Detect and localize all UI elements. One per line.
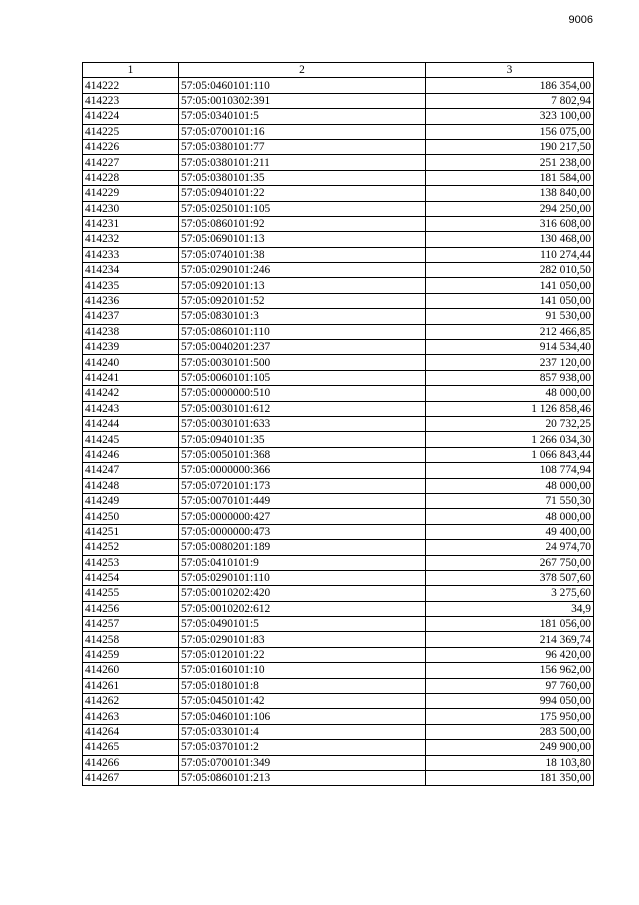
row-number-cell: 414239 <box>83 340 179 355</box>
value-cell: 316 608,00 <box>426 216 594 231</box>
table-row <box>83 247 594 262</box>
cadastral-number-cell: 57:05:0920101:13 <box>179 278 426 293</box>
row-number-cell: 414244 <box>83 416 179 431</box>
row-number-cell: 414260 <box>83 663 179 678</box>
table-row <box>83 155 594 170</box>
row-number-cell: 414233 <box>83 247 179 262</box>
row-number-cell: 414251 <box>83 524 179 539</box>
row-number-cell: 414246 <box>83 447 179 462</box>
table-row <box>83 740 594 755</box>
cadastral-number-cell: 57:05:0010202:420 <box>179 586 426 601</box>
table-row <box>83 555 594 570</box>
value-cell: 18 103,80 <box>426 755 594 770</box>
cadastral-number-cell: 57:05:0030101:612 <box>179 401 426 416</box>
cadastral-number-cell: 57:05:0940101:35 <box>179 432 426 447</box>
row-number-cell: 414234 <box>83 263 179 278</box>
value-cell: 186 354,00 <box>426 78 594 93</box>
row-number-cell: 414266 <box>83 755 179 770</box>
row-number-cell: 414222 <box>83 78 179 93</box>
value-cell: 181 584,00 <box>426 170 594 185</box>
row-number-cell: 414247 <box>83 463 179 478</box>
row-number-cell: 414250 <box>83 509 179 524</box>
table-row <box>83 109 594 124</box>
value-cell: 34,9 <box>426 601 594 616</box>
row-number-cell: 414263 <box>83 709 179 724</box>
cadastral-number-cell: 57:05:0000000:473 <box>179 524 426 539</box>
table-row <box>83 386 594 401</box>
value-cell: 7 802,94 <box>426 93 594 108</box>
cadastral-number-cell: 57:05:0040201:237 <box>179 340 426 355</box>
cadastral-number-cell: 57:05:0070101:449 <box>179 493 426 508</box>
value-cell: 96 420,00 <box>426 647 594 662</box>
cadastral-number-cell: 57:05:0380101:77 <box>179 139 426 154</box>
row-number-cell: 414238 <box>83 324 179 339</box>
table-row <box>83 124 594 139</box>
table-row <box>83 509 594 524</box>
table-row <box>83 432 594 447</box>
cadastral-number-cell: 57:05:0010302:391 <box>179 93 426 108</box>
table-row <box>83 232 594 247</box>
column-header-1: 1 <box>83 63 179 78</box>
value-cell: 49 400,00 <box>426 524 594 539</box>
table-row <box>83 586 594 601</box>
cadastral-number-cell: 57:05:0720101:173 <box>179 478 426 493</box>
value-cell: 181 056,00 <box>426 617 594 632</box>
row-number-cell: 414231 <box>83 216 179 231</box>
value-cell: 1 126 858,46 <box>426 401 594 416</box>
value-cell: 1 066 843,44 <box>426 447 594 462</box>
table-row <box>83 324 594 339</box>
table-row <box>83 724 594 739</box>
cadastral-number-cell: 57:05:0370101:2 <box>179 740 426 755</box>
row-number-cell: 414249 <box>83 493 179 508</box>
table-row <box>83 678 594 693</box>
value-cell: 48 000,00 <box>426 478 594 493</box>
cadastral-number-cell: 57:05:0700101:349 <box>179 755 426 770</box>
value-cell: 48 000,00 <box>426 386 594 401</box>
value-cell: 914 534,40 <box>426 340 594 355</box>
row-number-cell: 414227 <box>83 155 179 170</box>
row-number-cell: 414264 <box>83 724 179 739</box>
table-row <box>83 663 594 678</box>
table-row <box>83 170 594 185</box>
table-row <box>83 139 594 154</box>
value-cell: 141 050,00 <box>426 278 594 293</box>
value-cell: 20 732,25 <box>426 416 594 431</box>
value-cell: 108 774,94 <box>426 463 594 478</box>
table-row <box>83 632 594 647</box>
table-row <box>83 770 594 785</box>
cadastral-number-cell: 57:05:0490101:5 <box>179 617 426 632</box>
cadastral-number-cell: 57:05:0450101:42 <box>179 694 426 709</box>
value-cell: 141 050,00 <box>426 293 594 308</box>
cadastral-number-cell: 57:05:0740101:38 <box>179 247 426 262</box>
cadastral-number-cell: 57:05:0860101:213 <box>179 770 426 785</box>
value-cell: 3 275,60 <box>426 586 594 601</box>
value-cell: 251 238,00 <box>426 155 594 170</box>
cadastral-number-cell: 57:05:0290101:83 <box>179 632 426 647</box>
value-cell: 175 950,00 <box>426 709 594 724</box>
table-row <box>83 370 594 385</box>
table-row <box>83 93 594 108</box>
row-number-cell: 414224 <box>83 109 179 124</box>
row-number-cell: 414248 <box>83 478 179 493</box>
value-cell: 110 274,44 <box>426 247 594 262</box>
cadastral-number-cell: 57:05:0290101:110 <box>179 570 426 585</box>
value-cell: 130 468,00 <box>426 232 594 247</box>
value-cell: 97 760,00 <box>426 678 594 693</box>
row-number-cell: 414259 <box>83 647 179 662</box>
cadastral-number-cell: 57:05:0030101:633 <box>179 416 426 431</box>
cadastral-number-cell: 57:05:0060101:105 <box>179 370 426 385</box>
value-cell: 24 974,70 <box>426 540 594 555</box>
value-cell: 48 000,00 <box>426 509 594 524</box>
row-number-cell: 414237 <box>83 309 179 324</box>
row-number-cell: 414262 <box>83 694 179 709</box>
row-number-cell: 414232 <box>83 232 179 247</box>
cadastral-number-cell: 57:05:0290101:246 <box>179 263 426 278</box>
row-number-cell: 414236 <box>83 293 179 308</box>
table-row <box>83 78 594 93</box>
cadastral-number-cell: 57:05:0160101:10 <box>179 663 426 678</box>
row-number-cell: 414267 <box>83 770 179 785</box>
table-header-row <box>83 63 594 78</box>
table-row <box>83 201 594 216</box>
table-row <box>83 647 594 662</box>
row-number-cell: 414258 <box>83 632 179 647</box>
row-number-cell: 414235 <box>83 278 179 293</box>
cadastral-number-cell: 57:05:0700101:16 <box>179 124 426 139</box>
table-row <box>83 263 594 278</box>
table-row <box>83 216 594 231</box>
cadastral-number-cell: 57:05:0330101:4 <box>179 724 426 739</box>
cadastral-number-cell: 57:05:0860101:92 <box>179 216 426 231</box>
column-header-3: 3 <box>426 63 594 78</box>
cadastral-number-cell: 57:05:0010202:612 <box>179 601 426 616</box>
table-row <box>83 293 594 308</box>
cadastral-number-cell: 57:05:0380101:211 <box>179 155 426 170</box>
row-number-cell: 414265 <box>83 740 179 755</box>
row-number-cell: 414230 <box>83 201 179 216</box>
row-number-cell: 414243 <box>83 401 179 416</box>
value-cell: 282 010,50 <box>426 263 594 278</box>
row-number-cell: 414257 <box>83 617 179 632</box>
value-cell: 156 075,00 <box>426 124 594 139</box>
value-cell: 378 507,60 <box>426 570 594 585</box>
table-row <box>83 416 594 431</box>
cadastral-number-cell: 57:05:0460101:110 <box>179 78 426 93</box>
row-number-cell: 414228 <box>83 170 179 185</box>
cadastral-number-cell: 57:05:0000000:427 <box>179 509 426 524</box>
cadastral-number-cell: 57:05:0120101:22 <box>179 647 426 662</box>
table-row <box>83 524 594 539</box>
row-number-cell: 414253 <box>83 555 179 570</box>
row-number-cell: 414240 <box>83 355 179 370</box>
row-number-cell: 414245 <box>83 432 179 447</box>
table-body <box>83 78 594 786</box>
cadastral-number-cell: 57:05:0050101:368 <box>179 447 426 462</box>
row-number-cell: 414241 <box>83 370 179 385</box>
row-number-cell: 414225 <box>83 124 179 139</box>
table-row <box>83 540 594 555</box>
value-cell: 294 250,00 <box>426 201 594 216</box>
value-cell: 323 100,00 <box>426 109 594 124</box>
cadastral-number-cell: 57:05:0180101:8 <box>179 678 426 693</box>
cadastral-number-cell: 57:05:0340101:5 <box>179 109 426 124</box>
value-cell: 71 550,30 <box>426 493 594 508</box>
table-row <box>83 493 594 508</box>
table-row <box>83 463 594 478</box>
cadastral-number-cell: 57:05:0830101:3 <box>179 309 426 324</box>
table-row <box>83 570 594 585</box>
row-number-cell: 414223 <box>83 93 179 108</box>
cadastral-number-cell: 57:05:0940101:22 <box>179 186 426 201</box>
table-row <box>83 401 594 416</box>
table-row <box>83 340 594 355</box>
table-row <box>83 278 594 293</box>
value-cell: 994 050,00 <box>426 694 594 709</box>
cadastral-number-cell: 57:05:0000000:366 <box>179 463 426 478</box>
table-row <box>83 309 594 324</box>
cadastral-number-cell: 57:05:0000000:510 <box>179 386 426 401</box>
row-number-cell: 414229 <box>83 186 179 201</box>
cadastral-number-cell: 57:05:0250101:105 <box>179 201 426 216</box>
table-row <box>83 601 594 616</box>
value-cell: 181 350,00 <box>426 770 594 785</box>
value-cell: 190 217,50 <box>426 139 594 154</box>
cadastral-number-cell: 57:05:0460101:106 <box>179 709 426 724</box>
row-number-cell: 414254 <box>83 570 179 585</box>
table-row <box>83 355 594 370</box>
cadastral-number-cell: 57:05:0860101:110 <box>179 324 426 339</box>
value-cell: 138 840,00 <box>426 186 594 201</box>
row-number-cell: 414255 <box>83 586 179 601</box>
cadastral-number-cell: 57:05:0030101:500 <box>179 355 426 370</box>
table-row <box>83 755 594 770</box>
value-cell: 214 369,74 <box>426 632 594 647</box>
cadastral-number-cell: 57:05:0690101:13 <box>179 232 426 247</box>
cadastral-number-cell: 57:05:0380101:35 <box>179 170 426 185</box>
value-cell: 283 500,00 <box>426 724 594 739</box>
table-row <box>83 447 594 462</box>
row-number-cell: 414252 <box>83 540 179 555</box>
row-number-cell: 414242 <box>83 386 179 401</box>
value-cell: 249 900,00 <box>426 740 594 755</box>
table-row <box>83 186 594 201</box>
row-number-cell: 414256 <box>83 601 179 616</box>
column-header-2: 2 <box>179 63 426 78</box>
value-cell: 267 750,00 <box>426 555 594 570</box>
cadastral-number-cell: 57:05:0920101:52 <box>179 293 426 308</box>
value-cell: 1 266 034,30 <box>426 432 594 447</box>
value-cell: 237 120,00 <box>426 355 594 370</box>
value-cell: 212 466,85 <box>426 324 594 339</box>
value-cell: 857 938,00 <box>426 370 594 385</box>
table-row <box>83 709 594 724</box>
registry-table <box>82 62 594 786</box>
row-number-cell: 414226 <box>83 139 179 154</box>
page-number: 9006 <box>568 14 593 26</box>
table-row <box>83 694 594 709</box>
cadastral-number-cell: 57:05:0410101:9 <box>179 555 426 570</box>
cadastral-number-cell: 57:05:0080201:189 <box>179 540 426 555</box>
table-row <box>83 617 594 632</box>
value-cell: 91 530,00 <box>426 309 594 324</box>
value-cell: 156 962,00 <box>426 663 594 678</box>
row-number-cell: 414261 <box>83 678 179 693</box>
table-row <box>83 478 594 493</box>
